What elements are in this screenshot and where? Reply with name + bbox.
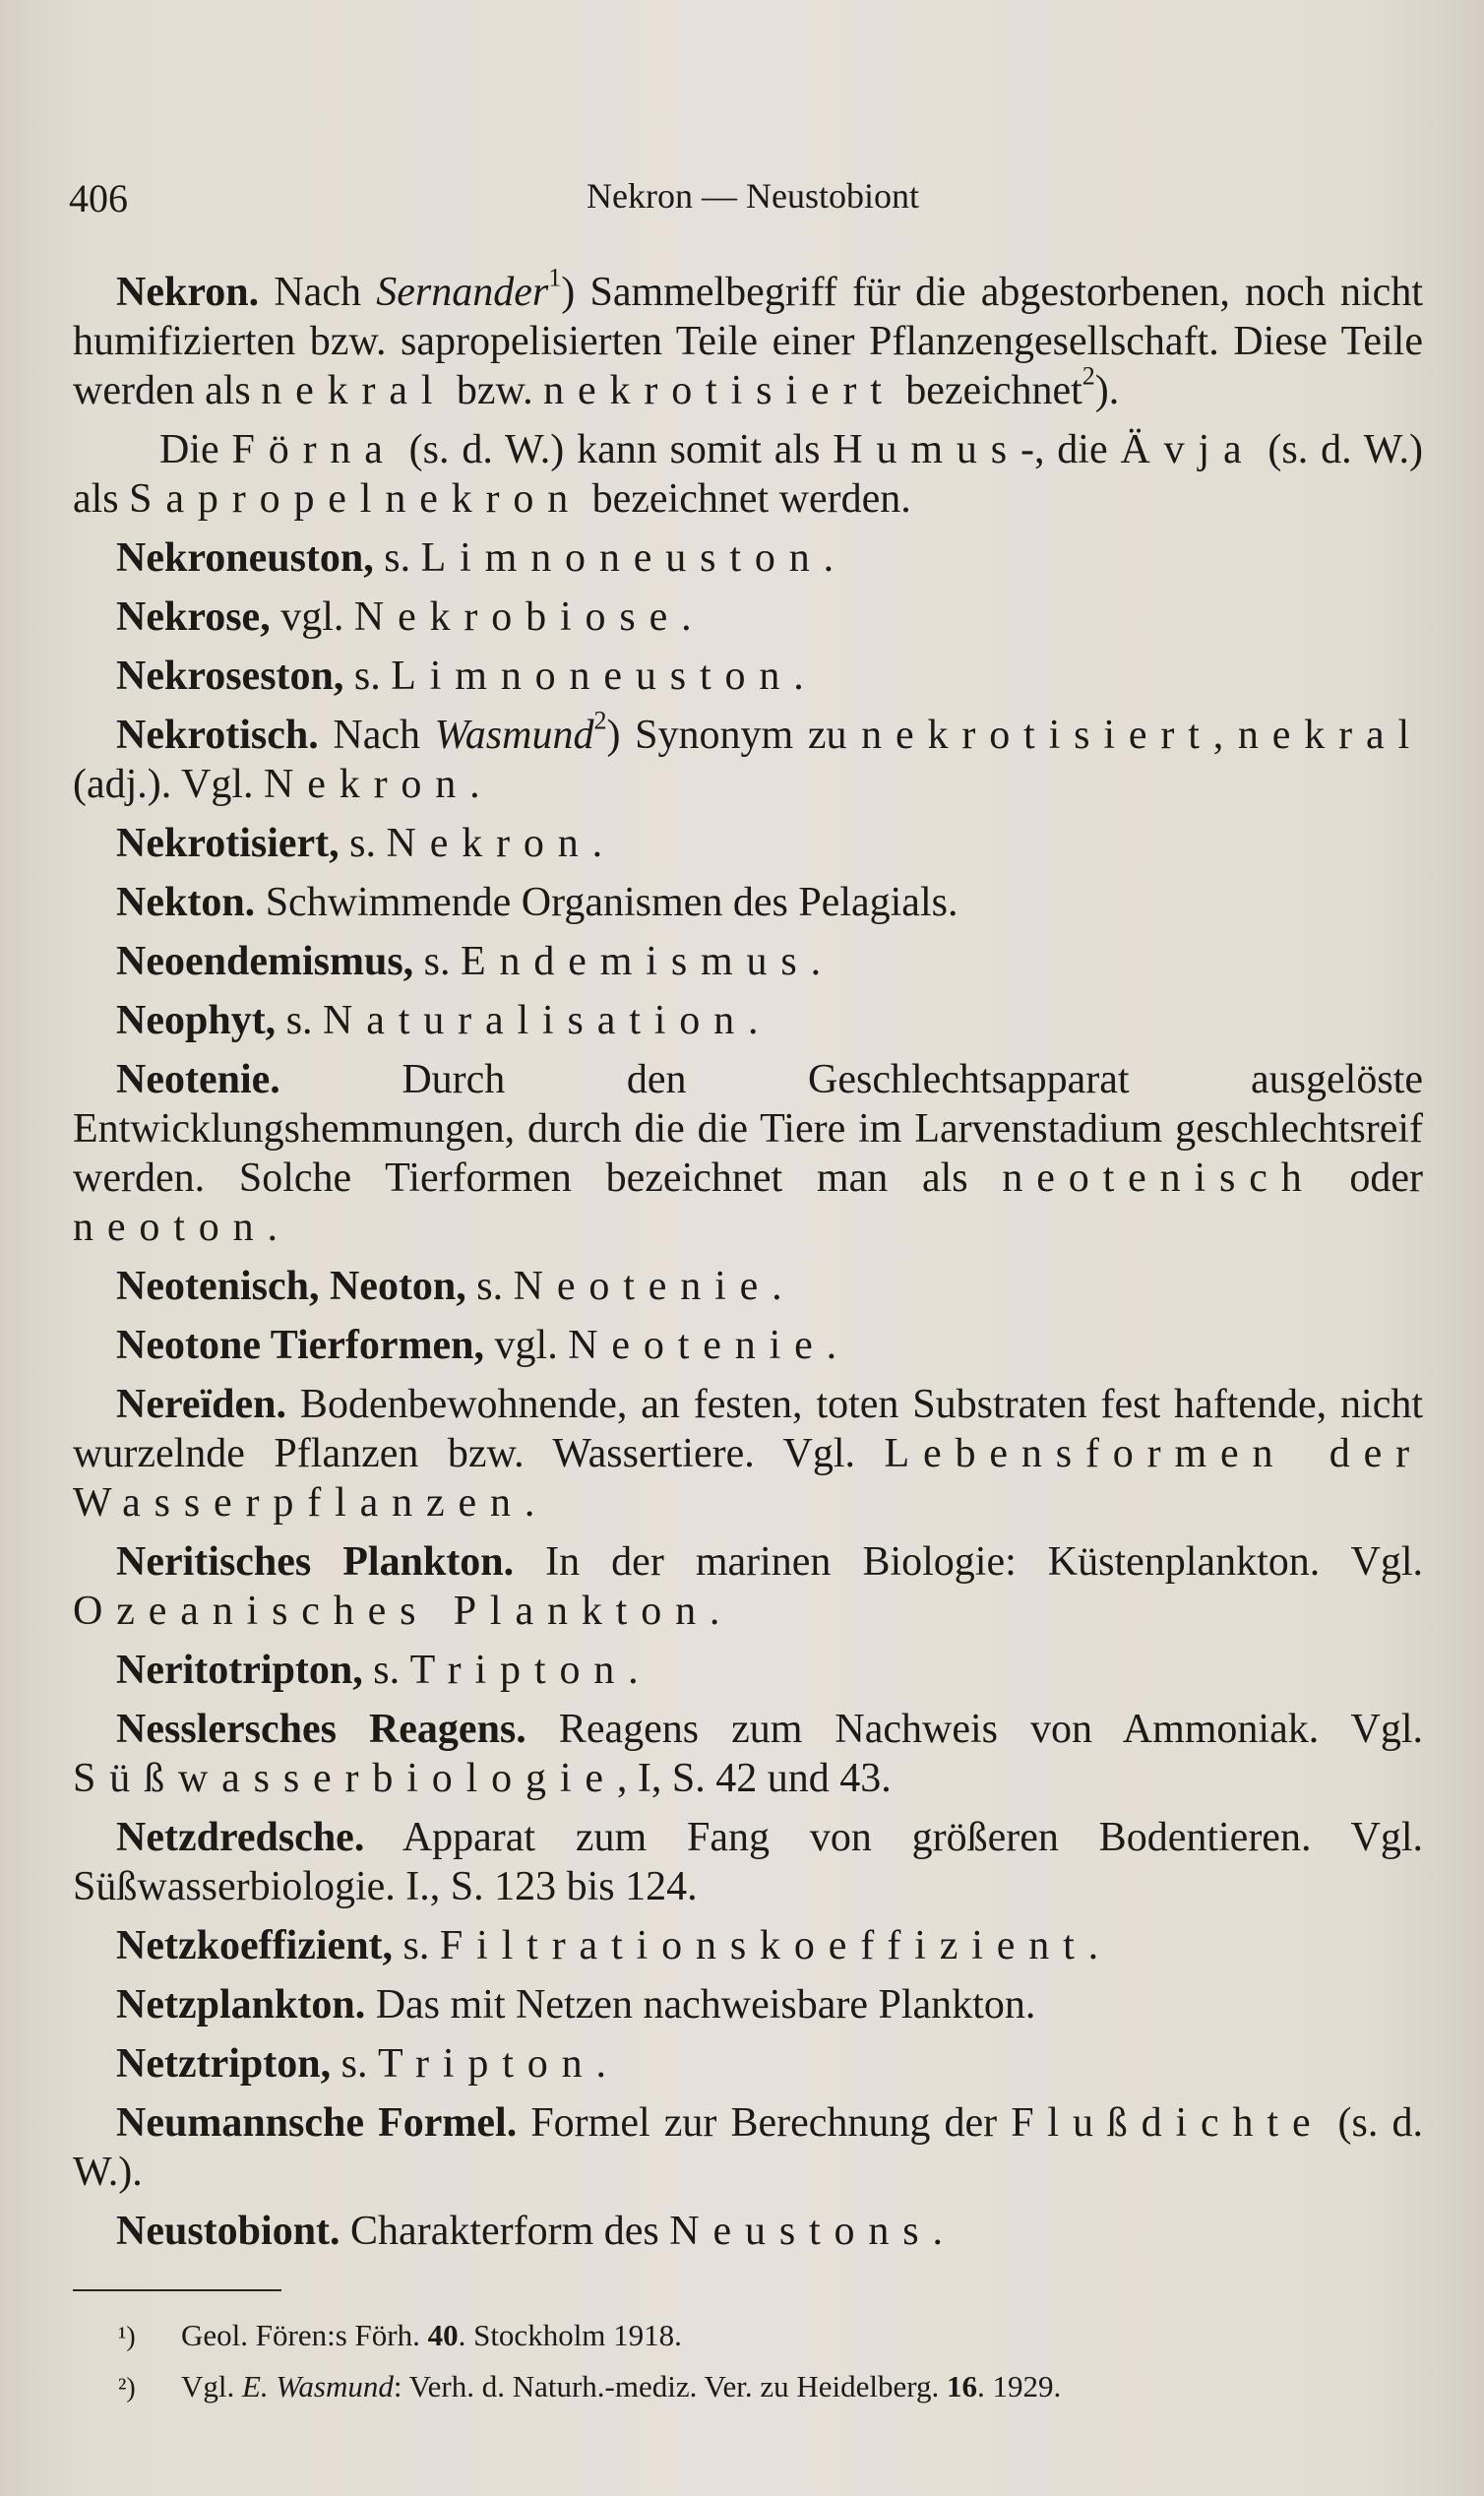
headword: Neritisches Plankton.	[116, 1539, 515, 1585]
dictionary-body	[73, 263, 1424, 2266]
headword: Nekroneuston,	[116, 535, 374, 581]
entry-text: Charakterform des	[340, 2209, 670, 2254]
spaced-term: Neotenie.	[513, 1264, 796, 1309]
footnote-ref: 2	[593, 706, 607, 735]
entry-nekrotisch	[73, 706, 1424, 809]
entry-text: Nach	[259, 270, 377, 315]
headword: Nereïden.	[116, 1382, 287, 1427]
entry-text: Durch den Geschlechtsapparat ausgelöste Entwicklungshemmungen, durch die die Tiere im Larvenstadium geschlechtsreif werden. Solche Tierformen bezeichnet man als	[73, 1057, 1423, 1201]
spaced-term: Ävja	[1120, 427, 1256, 472]
volume-number: 40	[427, 2318, 459, 2352]
entry-text: (s. d. W.) als	[73, 427, 1423, 522]
headword: Nekrose,	[116, 594, 271, 640]
entry-neritisches-plankton	[73, 1537, 1423, 1636]
footnote-mark: ²)	[118, 2373, 136, 2403]
footnote-text: . 1929.	[977, 2369, 1062, 2403]
entry-nekron	[73, 263, 1423, 415]
author-name: Sernander	[376, 270, 549, 315]
entry-text: (adj.). Vgl.	[73, 762, 265, 807]
headword: Neritotripton,	[116, 1648, 363, 1693]
entry-netzplankton	[73, 1980, 1423, 2029]
spaced-term: Neotenie.	[568, 1323, 851, 1368]
entry-text: In der marinen Biologie: Küstenplankton. Vgl.	[514, 1539, 1423, 1585]
entry-text: , I, S. 42 und 43.	[616, 1756, 892, 1801]
spaced-term: Sapropelnekron	[129, 476, 583, 522]
entry-neotenisch	[73, 1262, 1423, 1311]
headword: Nekroseston,	[116, 654, 344, 699]
headword: Netzdredsche.	[116, 1815, 365, 1860]
footnote-ref: 2	[1082, 361, 1095, 391]
headword: Neophyt,	[116, 998, 277, 1043]
entry-neoendemismus	[73, 937, 1423, 986]
headword: Nesslersches Reagens.	[116, 1707, 526, 1752]
spaced-term: Tripton.	[409, 1648, 652, 1693]
entry-neophyt	[73, 996, 1423, 1045]
spaced-term: Nekron.	[264, 762, 494, 807]
footnote-text: . Stockholm 1918.	[458, 2318, 682, 2352]
entry-netztripton	[73, 2039, 1423, 2089]
entry-text: Reagens zum Nachweis von Ammoniak. Vgl.	[526, 1707, 1423, 1752]
spaced-term: neotenisch	[1002, 1155, 1316, 1201]
entry-neustobiont	[73, 2207, 1423, 2256]
entry-text: Schwimmende Organismen des Pelagials.	[255, 880, 958, 925]
entry-nekrotisiert	[73, 819, 1423, 868]
spaced-term: Neustons.	[669, 2209, 957, 2254]
spaced-term: nekrotisiert	[861, 713, 1213, 758]
footnote-text: : Verh. d. Naturh.-mediz. Ver. zu Heidelberg.	[393, 2369, 948, 2403]
footnote-text: Geol. Fören:s Förh.	[181, 2318, 428, 2352]
entry-text: s.	[276, 998, 324, 1043]
headword: Neumannsche Formel.	[116, 2100, 518, 2146]
entry-neotenie	[73, 1055, 1423, 1252]
entry-neritotripton	[73, 1646, 1423, 1695]
spaced-term: Süßwasserbiologie	[73, 1756, 617, 1801]
entry-text: bezeichnet werden.	[582, 476, 911, 522]
entry-text: s.	[362, 1648, 410, 1693]
entry-nekroseston	[73, 652, 1423, 701]
footnotes	[118, 2311, 1415, 2413]
entry-nekroneuston	[73, 533, 1423, 583]
spaced-term: Flußdichte	[1011, 2100, 1325, 2146]
headword: Nekron.	[116, 270, 260, 315]
spaced-term: Limnoneuston.	[391, 654, 818, 699]
entry-text: Formel zur Berechnung der	[517, 2100, 1012, 2146]
headword: Netztripton,	[116, 2041, 332, 2087]
footnote-1	[118, 2311, 1415, 2362]
entry-nekton	[73, 878, 1423, 927]
footnote-ref: 1	[548, 263, 562, 292]
spaced-term: nekral	[1237, 713, 1424, 758]
spaced-term: Förna	[231, 427, 397, 472]
entry-text: s.	[465, 1264, 514, 1309]
spaced-term: Endemismus.	[461, 939, 835, 984]
headword: Netzkoeffizient,	[116, 1923, 394, 1968]
entry-nesslersches-reagens	[73, 1705, 1423, 1803]
headword: Netzplankton.	[116, 1982, 366, 2028]
entry-netzkoeffizient	[73, 1921, 1423, 1970]
entry-text: s.	[331, 2041, 378, 2087]
spaced-term: Nekrobiose.	[353, 594, 706, 640]
footnote-rule	[73, 2289, 281, 2291]
entry-text: s.	[413, 939, 462, 984]
entry-netzdredsche	[73, 1813, 1423, 1911]
spaced-term: neoton.	[73, 1205, 291, 1250]
entry-text: bezeichnet	[895, 368, 1082, 413]
entry-text: -, die	[1020, 427, 1121, 472]
entry-neumannsche-formel	[73, 2098, 1423, 2197]
entry-text: vgl.	[270, 594, 354, 640]
headword: Neotenisch, Neoton,	[116, 1264, 466, 1309]
spaced-term: Lebensformen der Wasserpflanzen.	[73, 1431, 1423, 1526]
entry-text: s.	[343, 654, 392, 699]
author-name: Wasmund	[434, 713, 594, 758]
entry-nereiden	[73, 1380, 1423, 1528]
entry-text: Die	[159, 427, 232, 472]
spaced-term: Tripton.	[377, 2041, 620, 2087]
volume-number: 16	[947, 2369, 978, 2403]
entry-text: Bodenbewohnende, an festen, toten Substraten fest haftende, nicht wurzelnde Pflanzen bzw. Wassertiere. Vgl.	[73, 1382, 1423, 1476]
entry-text: bzw.	[446, 368, 544, 413]
spaced-term: Filtrationskoeffizient.	[439, 1923, 1113, 1968]
entry-text: vgl.	[484, 1323, 569, 1368]
headword: Neustobiont.	[116, 2209, 340, 2254]
running-head: Nekron — Neustobiont	[587, 176, 919, 216]
spaced-term: Nekron.	[386, 821, 616, 866]
entry-text: (s. d. W.) kann somit als	[396, 427, 834, 472]
headword: Nekton.	[116, 880, 256, 925]
entry-text: oder	[1315, 1155, 1423, 1201]
headword: Nekrotisiert,	[116, 821, 340, 866]
entry-text: s.	[339, 821, 387, 866]
entry-nekrose	[73, 593, 1423, 642]
entry-nekron-continued	[73, 425, 1423, 524]
entry-text: Apparat zum Fang von größeren Bodentieren. Vgl. Süßwasserbiologie. I., S. 123 bis 124.	[73, 1815, 1423, 1909]
headword: Neoendemismus,	[116, 939, 414, 984]
spaced-term: Humus	[833, 427, 1020, 472]
page-header	[69, 167, 1417, 226]
entry-text: ) Synonym zu	[606, 713, 862, 758]
footnote-mark: ¹)	[118, 2322, 136, 2352]
entry-neotone-tierformen	[73, 1321, 1423, 1370]
spaced-term: nekral	[261, 368, 447, 413]
author-name: E. Wasmund	[242, 2369, 394, 2403]
entry-text: s.	[373, 535, 421, 581]
spaced-term: Limnoneuston.	[420, 535, 847, 581]
entry-text: Nach	[318, 713, 435, 758]
entry-text: ,	[1212, 713, 1238, 758]
headword: Neotenie.	[116, 1057, 280, 1102]
entry-text: s.	[393, 1923, 440, 1968]
entry-text: Das mit Netzen nachweisbare Plankton.	[365, 1982, 1036, 2028]
spaced-term: nekrotisiert	[543, 368, 896, 413]
headword: Neotone Tierformen,	[116, 1323, 485, 1368]
entry-text: (s. d. W.).	[73, 2100, 1423, 2195]
footnote-2	[118, 2362, 1415, 2413]
entry-text: ).	[1094, 368, 1120, 413]
headword: Nekrotisch.	[116, 713, 319, 758]
spaced-term: Naturalisation.	[323, 998, 773, 1043]
page-number: 406	[69, 176, 128, 220]
footnote-text: Vgl.	[181, 2369, 242, 2403]
entry-text: ) Sammelbegriff für die abgestorbenen, noch nicht humifizierten bzw. sapropelisierten Teile einer Pflanzengesellschaft. Diese Teile werden als	[73, 270, 1423, 413]
spaced-term: Ozeanisches Plankton.	[73, 1589, 734, 1634]
